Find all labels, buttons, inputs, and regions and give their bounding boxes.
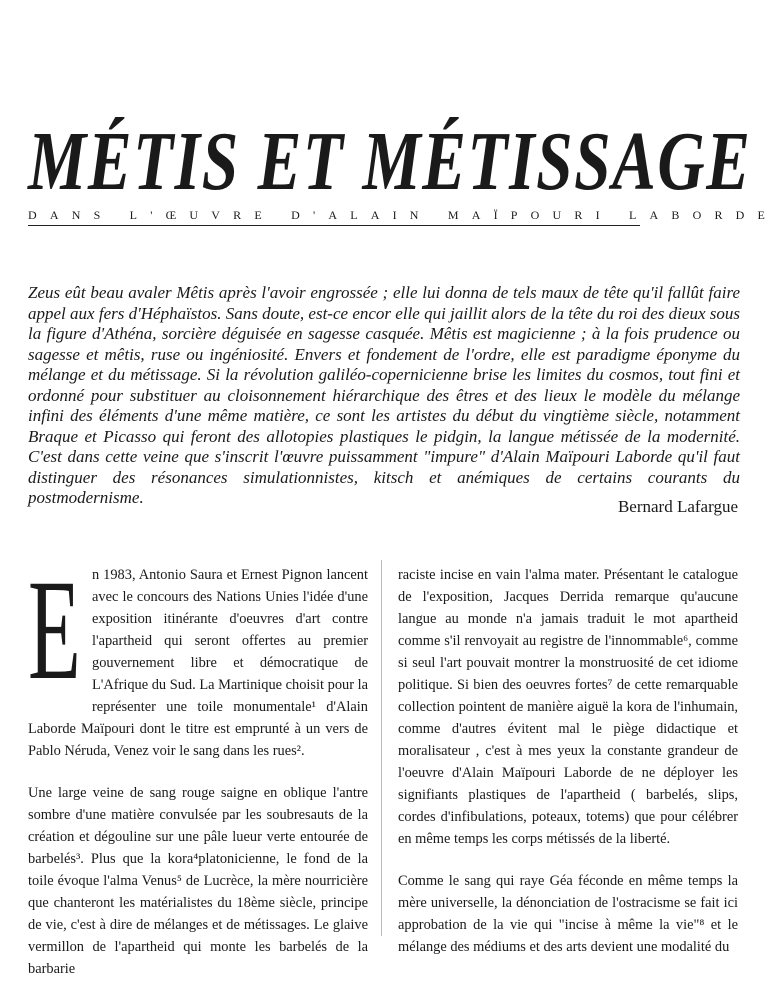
right-paragraph-2: Comme le sang qui raye Géa féconde en même temps la mère universelle, la dénonciation de l'ostracisme se fait ici approbation de la vie qui "incise à même la vie"⁸ et le mélange des médiums et des arts devient une modalité du bbox=[398, 873, 738, 955]
right-column bbox=[398, 564, 738, 978]
column-divider bbox=[381, 560, 382, 936]
abstract-author: Bernard Lafargue bbox=[617, 497, 738, 516]
article-title: MÉTIS ET MÉTISSAGE bbox=[28, 115, 752, 208]
right-paragraph-1: raciste incise en vain l'alma mater. Présentant le catalogue de l'exposition, Jacques Derrida remarque qu'aucune langue au monde n'a jamais traduit le mot apartheid comme s'il renvoyait au registre de l'innommable⁶, comme si seul l'art pouvait montrer la monstruosité de cet idiome politique. Si bien des oeuvres fortes⁷ de cette remarquable collection pointent de manière aiguë la kora de l'inhumain, comme d'autres évitent mal le piège didactique et moralisateur , c'est à mes yeux la constante grandeur de l'oeuvre d'Alain Maïpouri Laborde de ne déployer les signifiants plastiques de l'apartheid ( barbelés, slips, cordes d'infibulations, poteaux, totems) que pour célébrer en même temps les corps métissés de la liberté. bbox=[398, 567, 738, 847]
drop-cap: E bbox=[28, 551, 81, 710]
article-subtitle: DANS L'ŒUVRE D'ALAIN MAÏPOURI LABORDE bbox=[28, 208, 640, 226]
left-paragraph-2: Une large veine de sang rouge saigne en oblique l'antre sombre d'une matière convulsée par les soubresauts de la création et dégouline sur une pâle lueur verte entourée de barbelés³. Plus que la kora⁴platonicienne, le fond de la toile évoque l'alma Venus⁵ de Lucrèce, la mère nourricière que chanteront les matérialistes du 18ème siècle, principe de vie, c'est à dire de mélanges et de métissages. Le glaive vermillon de l'apartheid qui monte les barbelés de la barbarie bbox=[28, 785, 368, 977]
left-paragraph-1 bbox=[28, 551, 368, 762]
abstract-text: Zeus eût beau avaler Mêtis après l'avoir engrossée ; elle lui donna de tels maux de tête qu'il fallût faire appel aux fers d'Héphaïstos. Sans doute, est-ce encor elle qui jaillit alors de la tête du roi des dieux sous la figure d'Athéna, sorcière déguisée en sagesse casquée. Mêtis est magicienne ; à la fois prudence ou sagesse et mêtis, ruse ou ingéniosité. Envers et fondement de l'ordre, elle est paradigme éponyme du mélange et du métissage. Si la révolution galiléo-copernicienne brise les limites du cosmos, tout fini et ordonné pour substituer au cloisonnement hiérarchique des êtres et des lieux le modèle du mélange infini des éléments d'une même matière, ce sont les artistes du début du vingtième siècle, notamment Braque et Picasso qui feront des allotopies plastiques le pidgin, la langue métissée de la modernité. C'est dans cette veine que s'inscrit l'œuvre puissamment "impure" d'Alain Maïpouri Laborde qu'il faut distinguer des résonances simulationnistes, kitsch et anémiques de certains courants du postmodernisme. bbox=[28, 283, 740, 507]
left-column bbox=[28, 551, 368, 1000]
left-paragraph-1-text: n 1983, Antonio Saura et Ernest Pignon lancent avec le concours des Nations Unies l'idée d'une exposition itinérante d'oeuvres d'art contre l'apartheid qui seront offertes au premier gouvernement libre et démocratique de L'Afrique du Sud. La Martinique choisit pour la représenter une toile monumentale¹ d'Alain Laborde Maïpouri dont le titre est emprunté à un vers de Pablo Néruda, Venez voir le sang dans les rues². bbox=[28, 567, 368, 759]
